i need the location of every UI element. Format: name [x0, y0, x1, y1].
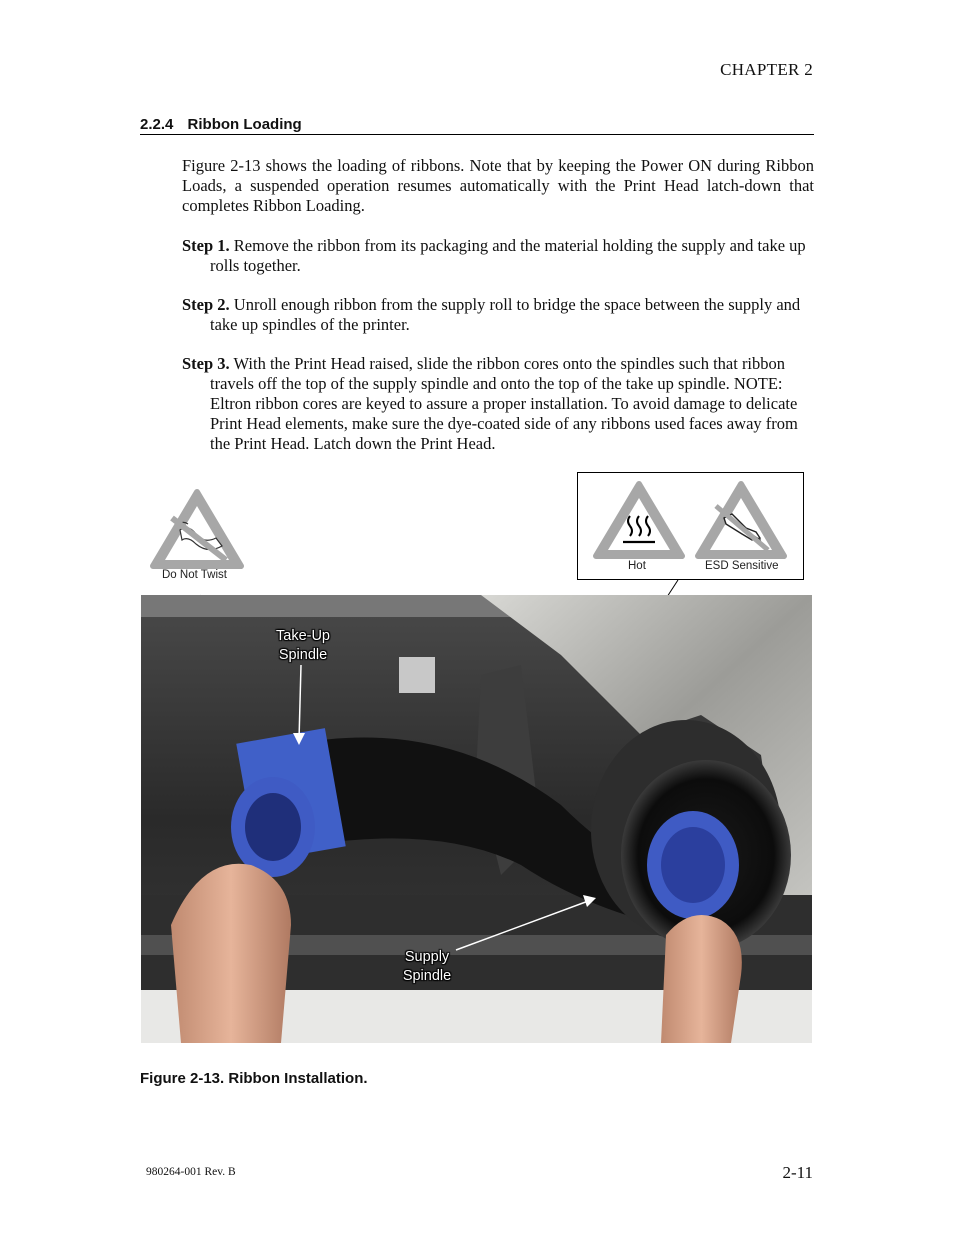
supply-callout-line2: Spindle	[402, 968, 452, 984]
printer-photo-illustration	[141, 595, 812, 1043]
intro-paragraph: Figure 2-13 shows the loading of ribbons. Note that by keeping the Power ON during Ribbon Loads, a suspended operation resumes automatically with the Print Head latch-down that completes Ribbon Loading.	[182, 156, 814, 215]
takeup-callout-line2: Spindle	[278, 647, 328, 663]
step-1-text: Remove the ribbon from its packaging and the material holding the supply and take up rolls together.	[210, 236, 806, 275]
hot-label: Hot	[628, 560, 646, 572]
figure-caption: Figure 2-13. Ribbon Installation.	[140, 1070, 368, 1087]
supply-callout-line1: Supply	[404, 949, 450, 965]
takeup-spindle-callout	[261, 627, 345, 665]
step-2-label: Step 2.	[182, 295, 230, 314]
do-not-twist-label: Do Not Twist	[162, 569, 227, 581]
supply-spindle-callout	[389, 948, 465, 986]
chapter-header: CHAPTER 2	[720, 60, 813, 79]
step-3-text: With the Print Head raised, slide the ribbon cores onto the spindles such that ribbon travels off the top of the supply spindle and onto the top of the take up spindle. NOTE: Eltron ribbon cores are keyed to assure a proper installation. To avoid damage to delicate Print Head elements, make sure the dye-coated side of any ribbons used faces away from the Print Head. Latch down the Print Head.	[210, 354, 798, 453]
step-2-text: Unroll enough ribbon from the supply roll to bridge the space between the supply and take up spindles of the printer.	[210, 295, 801, 334]
ribbon-installation-photo	[141, 595, 812, 1043]
step-3-label: Step 3.	[182, 354, 230, 373]
section-number: 2.2.4	[140, 116, 174, 133]
document-id: 980264-001 Rev. B	[146, 1166, 236, 1178]
page-number: 2-11	[782, 1163, 813, 1182]
step-1-label: Step 1.	[182, 236, 230, 255]
esd-sensitive-label: ESD Sensitive	[705, 560, 779, 572]
section-title: Ribbon Loading	[187, 116, 302, 133]
takeup-callout-line1: Take-Up	[276, 628, 330, 644]
